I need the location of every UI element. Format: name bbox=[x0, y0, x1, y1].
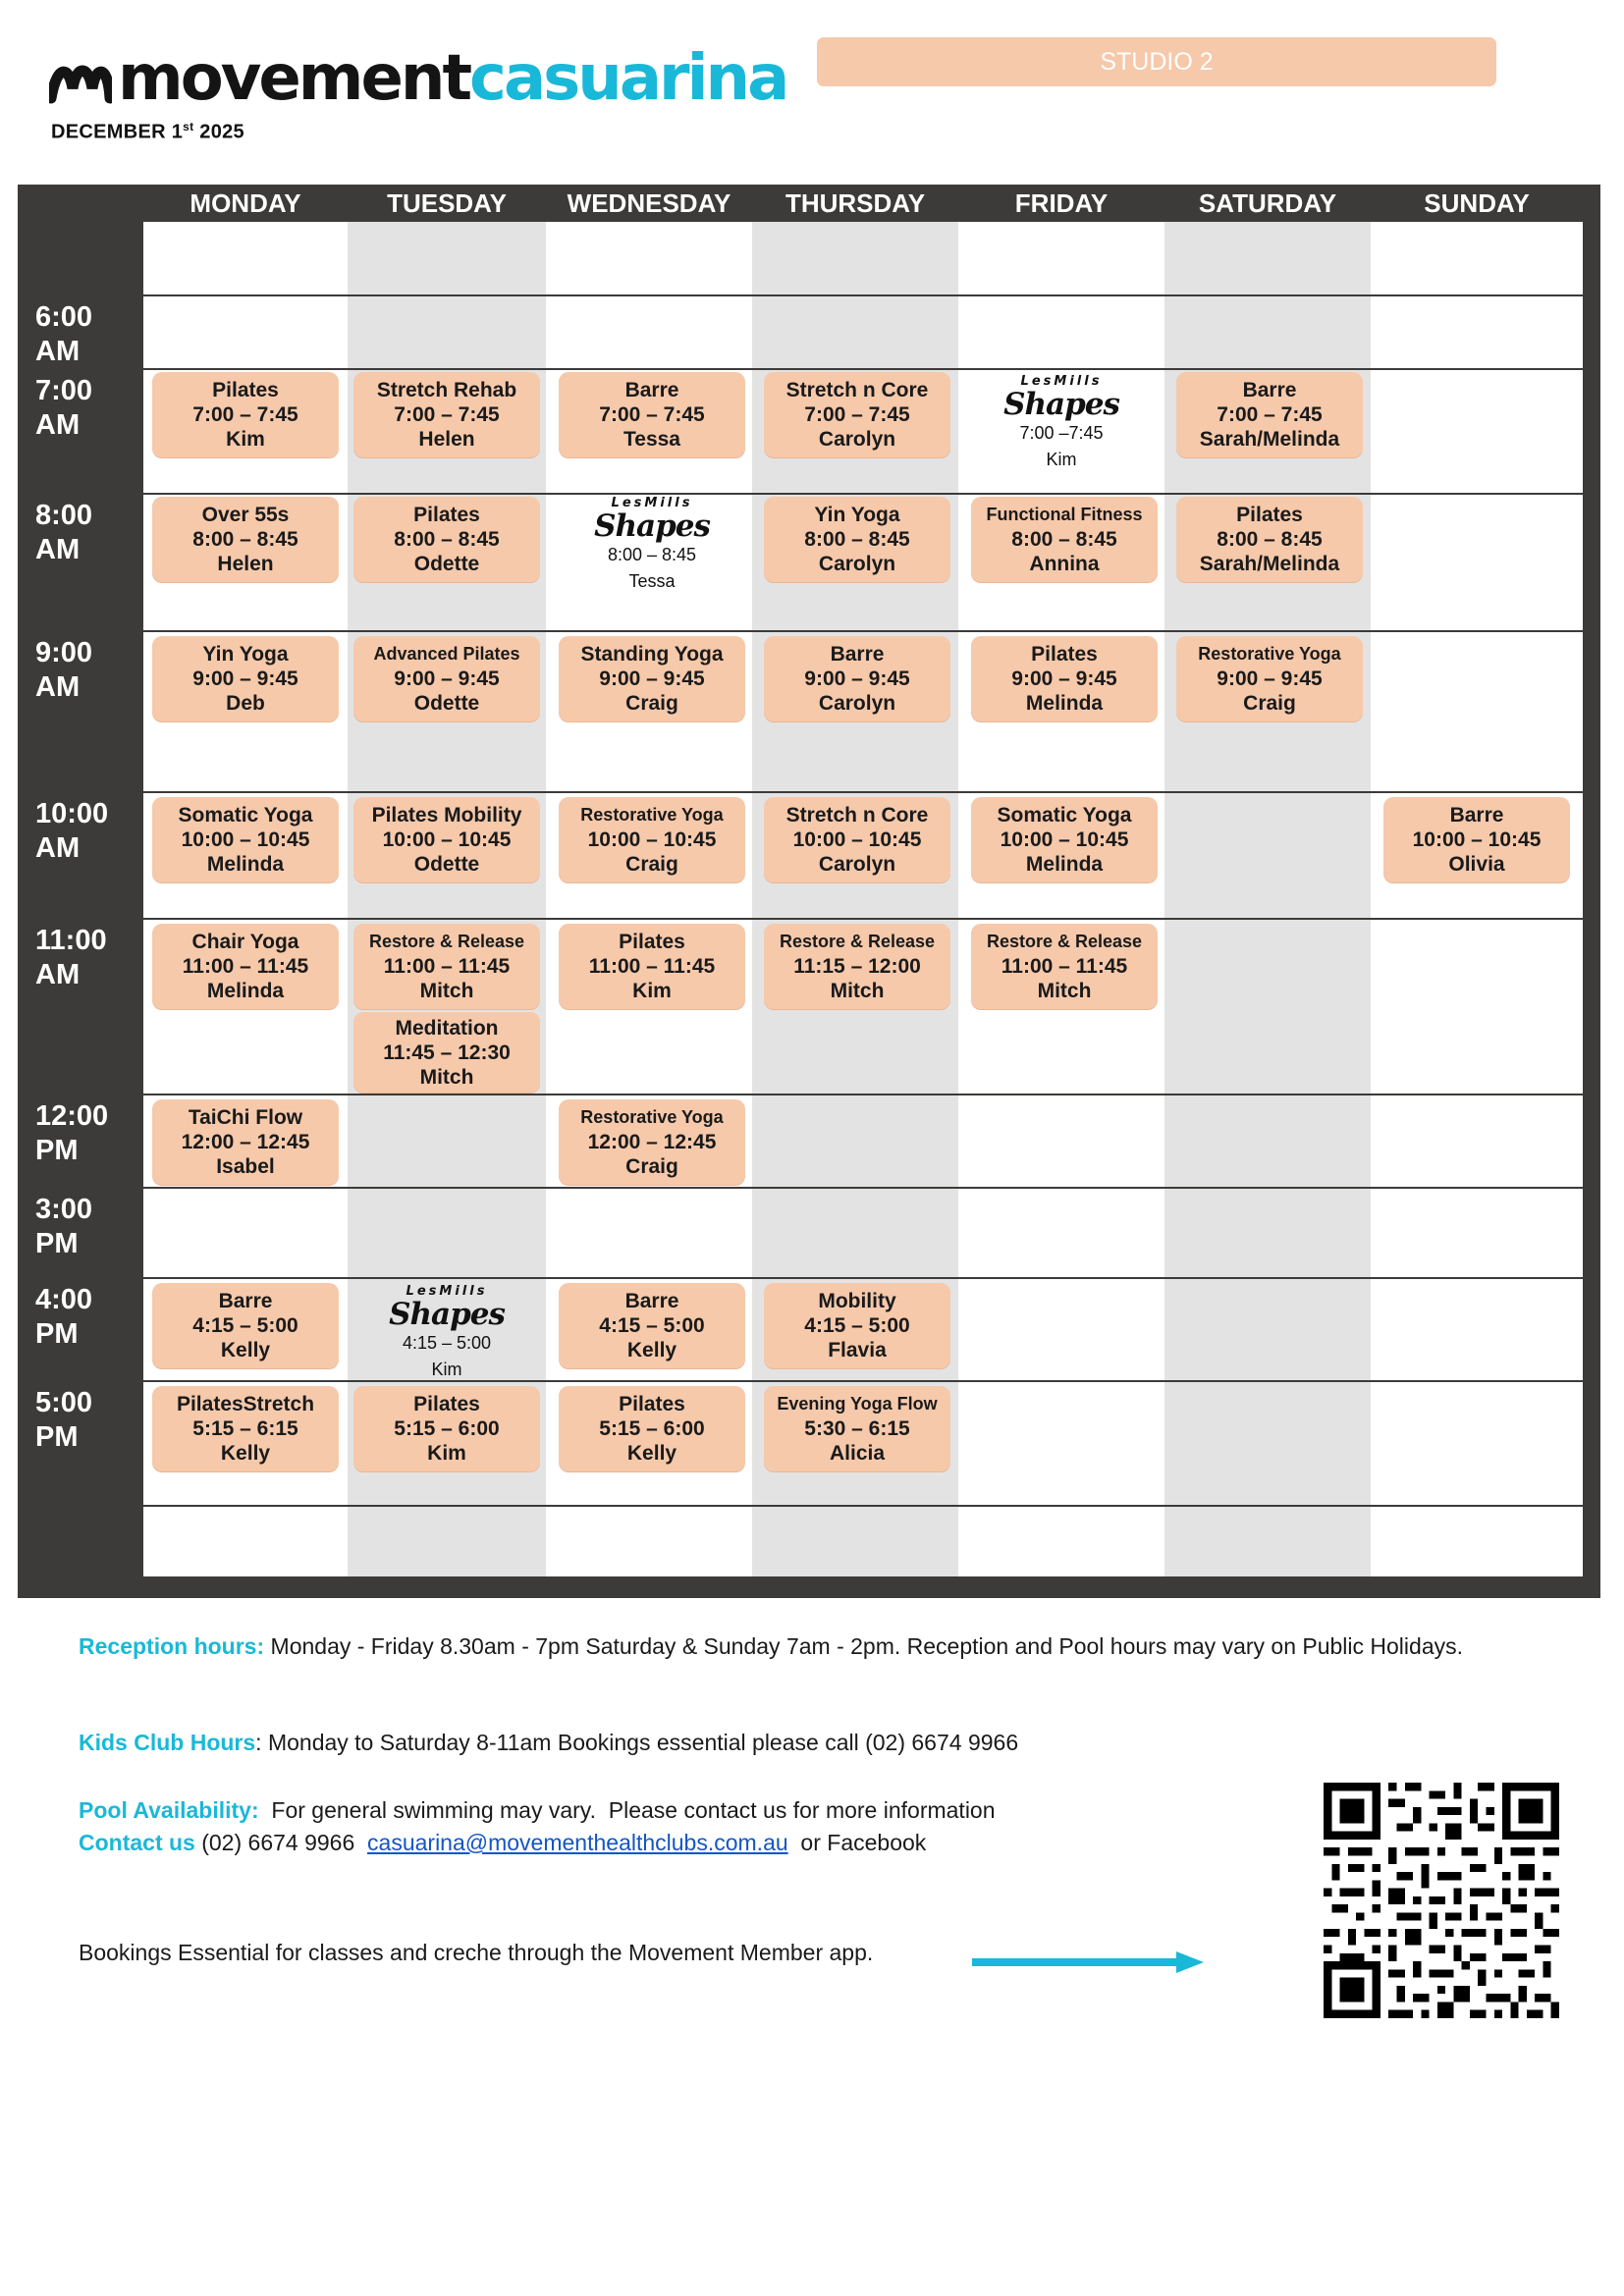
class-card[interactable]: Meditation 11:45 – 12:30 Mitch bbox=[353, 1012, 540, 1093]
class-card[interactable]: Yin Yoga 9:00 – 9:45 Deb bbox=[152, 636, 339, 721]
brand-logo bbox=[49, 41, 787, 115]
lesmills-shapes-class[interactable]: LesMills Shapes 7:00 –7:45 Kim bbox=[1003, 374, 1119, 469]
class-card[interactable]: Pilates 11:00 – 11:45 Kim bbox=[559, 924, 745, 1009]
day-header-tuesday: TUESDAY bbox=[387, 187, 507, 218]
class-card[interactable]: Restorative Yoga 12:00 – 12:45 Craig bbox=[559, 1099, 745, 1185]
class-card[interactable]: Pilates Mobility 10:00 – 10:45 Odette bbox=[353, 797, 540, 882]
class-card[interactable]: Pilates 9:00 – 9:45 Melinda bbox=[971, 636, 1158, 721]
class-card[interactable]: Stretch n Core 10:00 – 10:45 Carolyn bbox=[764, 797, 950, 882]
date-day: DECEMBER 1 bbox=[51, 121, 184, 143]
day-header-friday: FRIDAY bbox=[1014, 187, 1109, 218]
time-label-5pm: 5:00 PM bbox=[35, 1387, 93, 1453]
time-label-12pm: 12:00 PM bbox=[35, 1100, 109, 1166]
reception-hours: Reception hours: Monday - Friday 8.30am - 7pm Saturday & Sunday 7am - 2pm. Reception and Pool hours may vary on Public Holidays. bbox=[79, 1633, 1464, 1659]
row-divider bbox=[18, 493, 1583, 495]
class-card[interactable]: Somatic Yoga 10:00 – 10:45 Melinda bbox=[152, 797, 339, 882]
class-card[interactable]: Advanced Pilates 9:00 – 9:45 Odette bbox=[353, 636, 540, 721]
row-divider bbox=[18, 1505, 1583, 1507]
time-label-4pm: 4:00 PM bbox=[35, 1284, 93, 1350]
class-card[interactable]: Barre 9:00 – 9:45 Carolyn bbox=[764, 636, 950, 721]
class-card[interactable]: Chair Yoga 11:00 – 11:45 Melinda bbox=[152, 924, 339, 1009]
class-card[interactable]: Somatic Yoga 10:00 – 10:45 Melinda bbox=[971, 797, 1158, 882]
row-divider bbox=[18, 1094, 1583, 1095]
row-divider bbox=[18, 1277, 1583, 1279]
class-card[interactable]: Barre 7:00 – 7:45 Sarah/Melinda bbox=[1176, 372, 1363, 457]
class-card[interactable]: Restorative Yoga 10:00 – 10:45 Craig bbox=[559, 797, 745, 882]
time-label-6am: 6:00 AM bbox=[35, 301, 93, 367]
class-card[interactable]: Restore & Release 11:00 – 11:45 Mitch bbox=[353, 924, 540, 1009]
row-divider bbox=[18, 918, 1583, 920]
row-divider bbox=[18, 294, 1583, 296]
row-divider bbox=[18, 791, 1583, 793]
timetable bbox=[18, 185, 1600, 1598]
date-year: 2025 bbox=[199, 121, 244, 143]
time-label-8am: 8:00 AM bbox=[35, 500, 93, 565]
contact-email-link[interactable]: casuarina@movementhealthclubs.com.au bbox=[367, 1830, 788, 1855]
class-card[interactable]: Restore & Release 11:00 – 11:45 Mitch bbox=[971, 924, 1158, 1009]
class-card[interactable]: Pilates 5:15 – 6:00 Kim bbox=[353, 1386, 540, 1471]
contact-us: Contact us (02) 6674 9966 casuarina@movementhealthclubs.com.au or Facebook bbox=[79, 1830, 927, 1855]
day-header-saturday: SATURDAY bbox=[1198, 187, 1337, 218]
row-divider bbox=[18, 1380, 1583, 1382]
class-card[interactable]: PilatesStretch 5:15 – 6:15 Kelly bbox=[152, 1386, 339, 1471]
pool-availability: Pool Availability: For general swimming may vary. Please contact us for more information bbox=[79, 1797, 996, 1823]
movement-wave-logo-icon bbox=[49, 59, 112, 104]
row-divider bbox=[18, 630, 1583, 632]
arrow-right-icon bbox=[972, 1951, 1204, 1973]
brand-word-movement: movement bbox=[118, 42, 470, 115]
class-card[interactable]: Pilates 7:00 – 7:45 Kim bbox=[152, 372, 339, 457]
class-card[interactable]: Evening Yoga Flow 5:30 – 6:15 Alicia bbox=[764, 1386, 950, 1471]
sunday-column bbox=[1371, 222, 1583, 1576]
qr-code-icon[interactable] bbox=[1324, 1783, 1559, 2018]
bookings-note: Bookings Essential for classes and creche through the Movement Member app. bbox=[79, 1940, 874, 1965]
class-card[interactable]: Stretch Rehab 7:00 – 7:45 Helen bbox=[353, 372, 540, 457]
row-divider bbox=[18, 368, 1583, 370]
class-card[interactable]: Barre 10:00 – 10:45 Olivia bbox=[1383, 797, 1570, 882]
day-header-sunday: SUNDAY bbox=[1424, 187, 1530, 218]
day-header-thursday: THURSDAY bbox=[785, 187, 926, 218]
class-card[interactable]: Restore & Release 11:15 – 12:00 Mitch bbox=[764, 924, 950, 1009]
lesmills-shapes-class[interactable]: LesMills Shapes 8:00 – 8:45 Tessa bbox=[594, 496, 710, 591]
class-card[interactable]: Over 55s 8:00 – 8:45 Helen bbox=[152, 497, 339, 582]
class-card[interactable]: Pilates 5:15 – 6:00 Kelly bbox=[559, 1386, 745, 1471]
time-label-10am: 10:00 AM bbox=[35, 798, 109, 864]
class-card[interactable]: Barre 4:15 – 5:00 Kelly bbox=[152, 1283, 339, 1368]
lesmills-shapes-class[interactable]: LesMills Shapes 4:15 – 5:00 Kim bbox=[389, 1284, 505, 1379]
class-card[interactable]: Mobility 4:15 – 5:00 Flavia bbox=[764, 1283, 950, 1368]
time-label-9am: 9:00 AM bbox=[35, 637, 93, 703]
class-card[interactable]: Restorative Yoga 9:00 – 9:45 Craig bbox=[1176, 636, 1363, 721]
brand-word-casuarina: casuarina bbox=[469, 42, 787, 115]
class-card[interactable]: Barre 4:15 – 5:00 Kelly bbox=[559, 1283, 745, 1368]
class-card[interactable]: Functional Fitness 8:00 – 8:45 Annina bbox=[971, 497, 1158, 582]
class-card[interactable]: TaiChi Flow 12:00 – 12:45 Isabel bbox=[152, 1099, 339, 1185]
day-header-monday: MONDAY bbox=[189, 187, 301, 218]
date-suffix: st bbox=[183, 120, 194, 133]
studio-badge: STUDIO 2 bbox=[817, 37, 1496, 86]
time-label-11am: 11:00 AM bbox=[35, 925, 107, 990]
class-card[interactable]: Pilates 8:00 – 8:45 Odette bbox=[353, 497, 540, 582]
time-label-7am: 7:00 AM bbox=[35, 375, 93, 441]
kids-club-hours: Kids Club Hours: Monday to Saturday 8-11am Bookings essential please call (02) 6674 9966 bbox=[79, 1730, 1019, 1755]
timetable-date bbox=[51, 120, 244, 144]
time-label-3pm: 3:00 PM bbox=[35, 1194, 93, 1259]
day-header-wednesday: WEDNESDAY bbox=[567, 187, 731, 218]
class-card[interactable]: Pilates 8:00 – 8:45 Sarah/Melinda bbox=[1176, 497, 1363, 582]
class-card[interactable]: Yin Yoga 8:00 – 8:45 Carolyn bbox=[764, 497, 950, 582]
class-card[interactable]: Standing Yoga 9:00 – 9:45 Craig bbox=[559, 636, 745, 721]
class-card[interactable]: Stretch n Core 7:00 – 7:45 Carolyn bbox=[764, 372, 950, 457]
class-card[interactable]: Barre 7:00 – 7:45 Tessa bbox=[559, 372, 745, 457]
row-divider bbox=[18, 1187, 1583, 1189]
